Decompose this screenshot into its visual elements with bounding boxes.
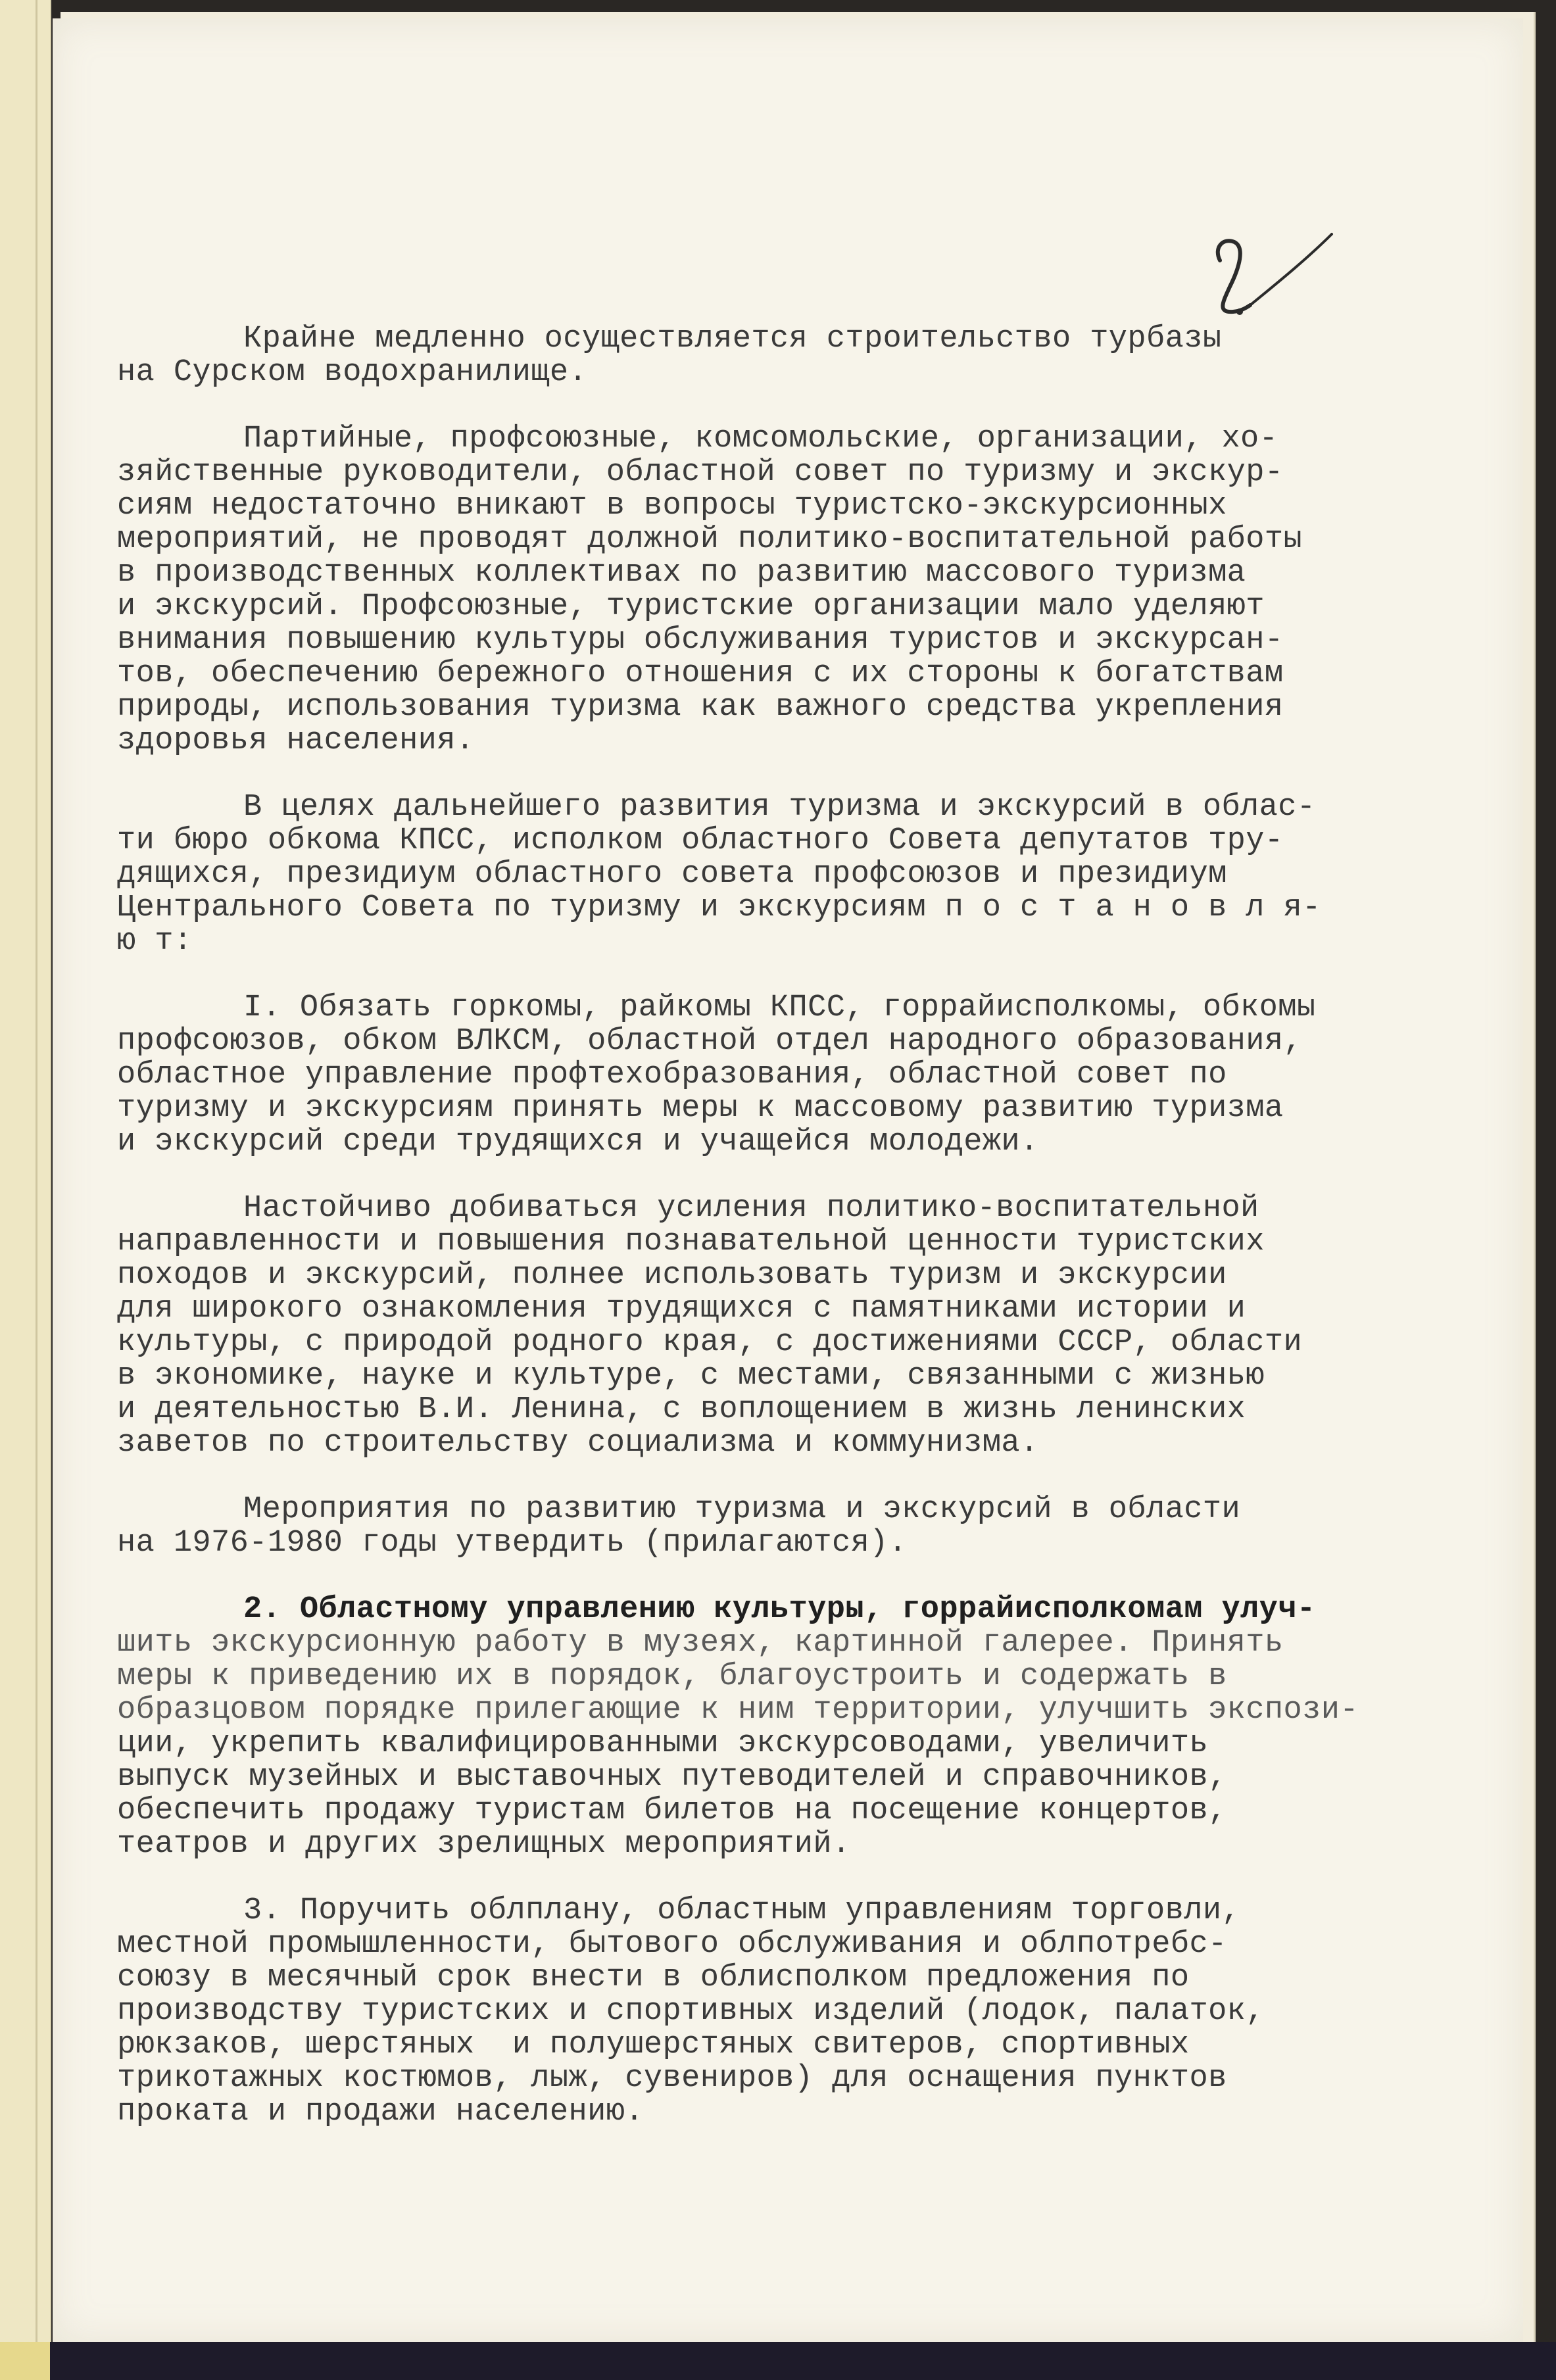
text-line: туризму и экскурсиям принять меры к массовому развитию туризма xyxy=(117,1091,1284,1126)
document-page xyxy=(53,18,1523,2343)
text-line: природы, использования туризма как важного средства укрепления xyxy=(117,690,1284,725)
text-line: шить экскурсионную работу в музеях, картинной галерее. Принять xyxy=(117,1626,1284,1661)
text-line: заветов по строительству социализма и коммунизма. xyxy=(117,1426,1039,1461)
text-line: союзу в месячный срок внести в облисполком предложения по xyxy=(117,1960,1190,1995)
text-line: походов и экскурсий, полнее использовать туризм и экскурсии xyxy=(117,1258,1227,1293)
text-line: ти бюро обкома КПСС, исполком областного Совета депутатов тру- xyxy=(117,823,1284,858)
binder-strip xyxy=(0,0,51,2380)
paragraph-political-education xyxy=(117,1192,1498,1460)
text-line: В целях дальнейшего развития туризма и экскурсий в облас- xyxy=(243,790,1316,825)
text-line: ю т: xyxy=(117,924,193,959)
text-line: Центрального Совета по туризму и экскурсиям п о с т а н о в л я- xyxy=(117,890,1321,925)
text-line: I. Обязать горкомы, райкомы КПСС, горрайисполкомы, обкомы xyxy=(243,990,1316,1025)
text-line: культуры, с природой родного края, с достижениями СССР, области xyxy=(117,1325,1303,1360)
text-line: Настойчиво добиваться усиления политико-воспитательной xyxy=(243,1191,1259,1226)
text-line: областное управление профтехобразования, областной совет по xyxy=(117,1057,1227,1092)
text-line: сиям недостаточно вникают в вопросы туристско-экскурсионных xyxy=(117,489,1227,523)
text-line: театров и других зрелищных мероприятий. xyxy=(117,1827,851,1862)
text-line: Партийные, профсоюзные, комсомольские, организации, хо- xyxy=(243,422,1278,456)
text-line: 3. Поручить облплану, областным управлениям торговли, xyxy=(243,1893,1241,1928)
paragraph-item-1 xyxy=(117,991,1498,1159)
text-line: ции, укрепить квалифицированными экскурсоводами, увеличить xyxy=(117,1726,1209,1761)
text-line: 2. Областному управлению культуры, горрайисполкомам улуч- xyxy=(243,1592,1316,1627)
text-line: образцовом порядке прилегающие к ним территории, улучшить экспози- xyxy=(117,1693,1359,1728)
paragraph-item-2 xyxy=(117,1593,1498,1861)
page-number-scribble xyxy=(1194,221,1338,333)
text-line: Крайне медленно осуществляется строительство турбазы xyxy=(243,322,1222,356)
text-line: Мероприятия по развитию туризма и экскурсий в области xyxy=(243,1492,1241,1527)
text-line: в экономике, науке и культуре, с местами, связанными с жизнью xyxy=(117,1359,1265,1394)
text-line: на Сурском водохранилище. xyxy=(117,355,588,390)
paragraph-organizations xyxy=(117,422,1498,758)
text-line: и экскурсий. Профсоюзные, туристские организации мало уделяют xyxy=(117,589,1265,624)
text-line: рюкзаков, шерстяных и полушерстяных свитеров, спортивных xyxy=(117,2028,1190,2062)
text-line: внимания повышению культуры обслуживания туристов и экскурсан- xyxy=(117,623,1284,658)
text-line: в производственных коллективах по развитию массового туризма xyxy=(117,556,1246,591)
text-line: зяйственные руководители, областной совет по туризму и экскур- xyxy=(117,455,1284,490)
text-line: дящихся, президиум областного совета профсоюзов и президиум xyxy=(117,857,1227,892)
text-line: и деятельностью В.И. Ленина, с воплощением в жизнь ленинских xyxy=(117,1392,1246,1427)
paragraph-resolution-intro xyxy=(117,790,1498,958)
text-line: обеспечить продажу туристам билетов на посещение концертов, xyxy=(117,1793,1227,1828)
text-line: тов, обеспечению бережного отношения с их стороны к богатствам xyxy=(117,656,1284,691)
text-line: и экскурсий среди трудящихся и учащейся молодежи. xyxy=(117,1125,1039,1159)
document-body xyxy=(117,322,1498,2162)
scanner-bottom-band xyxy=(0,2342,1556,2380)
text-line: проката и продажи населению. xyxy=(117,2095,644,2129)
binder-fold xyxy=(36,0,37,2380)
paragraph-item-3 xyxy=(117,1894,1498,2129)
text-line: для широкого ознакомления трудящихся с памятниками истории и xyxy=(117,1292,1246,1326)
text-line: профсоюзов, обком ВЛКСМ, областной отдел народного образования, xyxy=(117,1024,1303,1059)
text-line: на 1976-1980 годы утвердить (прилагаются). xyxy=(117,1526,908,1561)
handwritten-page-number xyxy=(1194,221,1338,333)
paragraph-turbaza xyxy=(117,322,1498,389)
text-line: здоровья населения. xyxy=(117,723,475,758)
text-line: направленности и повышения познавательной ценности туристских xyxy=(117,1225,1265,1259)
text-line: мероприятий, не проводят должной политико-воспитательной работы xyxy=(117,522,1303,557)
text-line: трикотажных костюмов, лыж, сувениров) для оснащения пунктов xyxy=(117,2061,1227,2096)
text-line: местной промышленности, бытового обслуживания и облпотребс- xyxy=(117,1927,1227,1962)
binder-tab xyxy=(0,2342,50,2380)
text-line: производству туристских и спортивных изделий (лодок, палаток, xyxy=(117,1994,1265,2029)
text-line: выпуск музейных и выставочных путеводителей и справочников, xyxy=(117,1760,1227,1795)
text-line: меры к приведению их в порядок, благоустроить и содержать в xyxy=(117,1659,1227,1694)
paragraph-measures-1976-1980 xyxy=(117,1493,1498,1560)
